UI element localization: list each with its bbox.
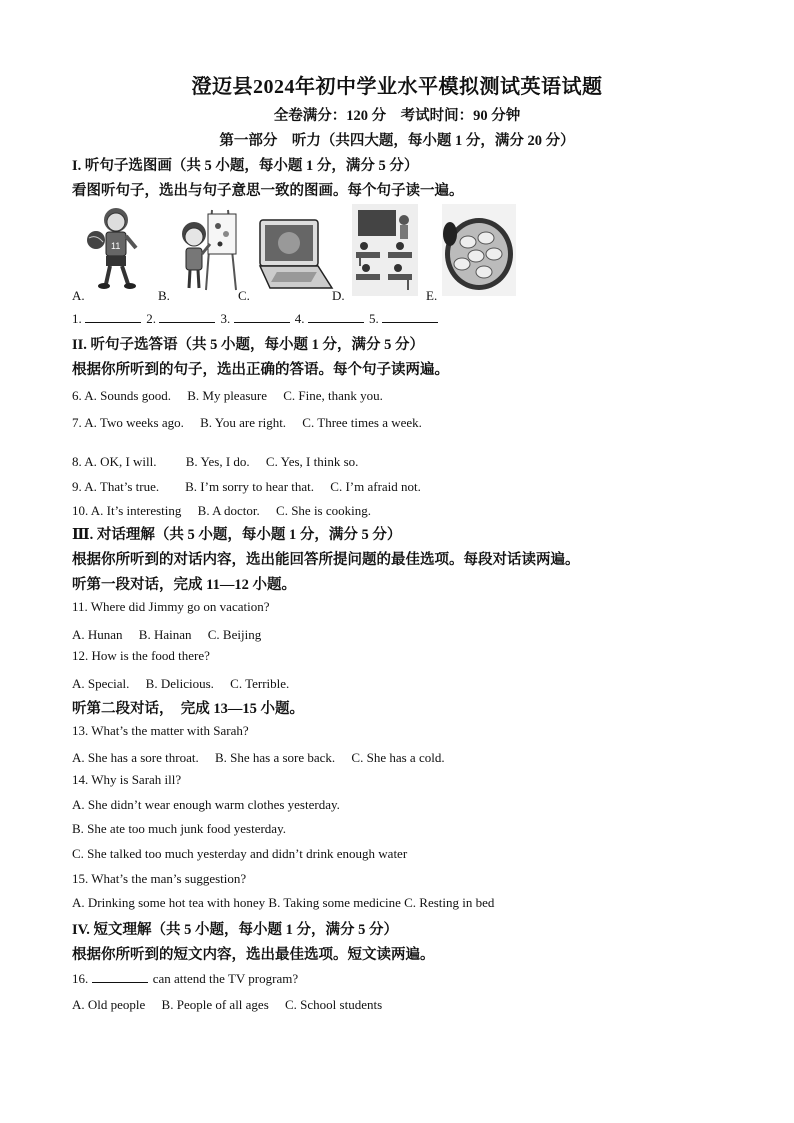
- question-15-options: A. Drinking some hot tea with honey B. Taking some medicine C. Resting in bed: [72, 895, 495, 910]
- picture-label-e: E.: [426, 288, 438, 303]
- question-14: 14. Why is Sarah ill?: [72, 772, 182, 787]
- answer-blank-1[interactable]: [85, 310, 141, 323]
- question-16: [72, 970, 298, 987]
- exam-subtitle: 全卷满分：120 分 考试时间：90 分钟: [273, 108, 521, 124]
- question-14-option-a: A. She didn’t wear enough warm clothes yesterday.: [72, 797, 340, 812]
- answer-blank-2[interactable]: [159, 310, 215, 323]
- blank-label-4: 4.: [294, 311, 305, 326]
- blank-label-1: 1.: [72, 311, 82, 326]
- question-16-text: can attend the TV program?: [152, 971, 299, 986]
- question-6: 6. A. Sounds good. B. My pleasure C. Fine, thank you.: [72, 388, 383, 403]
- picture-label-b: B.: [158, 288, 170, 303]
- section-1-instruction: 看图听句子，选出与句子意思一致的图画。每个句子读一遍。: [72, 183, 464, 199]
- basketball-boy-icon: [84, 204, 146, 290]
- blank-label-5: 5.: [369, 311, 379, 326]
- question-14-option-b: B. She ate too much junk food yesterday.: [72, 821, 286, 836]
- svg-text:11: 11: [111, 241, 121, 251]
- section-3-instruction: 根据你所听到的对话内容，选出能回答所提问题的最佳选项。每段对话读两遍。: [72, 552, 580, 568]
- section-3-heading: Ⅲ. 对话理解（共 5 小题，每小题 1 分，满分 5 分）: [72, 527, 402, 543]
- question-16-number: 16.: [72, 971, 89, 986]
- question-12: 12. How is the food there?: [72, 648, 210, 663]
- picture-options: [72, 204, 532, 304]
- laptop-icon: [256, 218, 334, 296]
- section-2-heading: II. 听句子选答语（共 5 小题，每小题 1 分，满分 5 分）: [72, 337, 425, 353]
- answer-blank-5[interactable]: [382, 310, 438, 323]
- question-14-option-c: C. She talked too much yesterday and didn’t drink enough water: [72, 846, 408, 861]
- part-one-heading: 第一部分 听力（共四大题，每小题 1 分，满分 20 分）: [219, 133, 575, 149]
- question-15: 15. What’s the man’s suggestion?: [72, 871, 247, 886]
- question-10: 10. A. It’s interesting B. A doctor. C. She is cooking.: [72, 503, 371, 518]
- answer-blank-3[interactable]: [234, 310, 290, 323]
- page-title: 澄迈县2024年初中学业水平模拟测试英语试题: [191, 76, 603, 98]
- blank-label-3: 3.: [220, 311, 231, 326]
- section-1-heading: I. 听句子选图画（共 5 小题，每小题 1 分，满分 5 分）: [72, 158, 419, 174]
- question-12-options: A. Special. B. Delicious. C. Terrible.: [72, 676, 290, 691]
- dialog-2-instruction: 听第二段对话， 完成 13—15 小题。: [72, 701, 304, 717]
- question-16-options: A. Old people B. People of all ages C. School students: [72, 997, 383, 1012]
- question-16-blank[interactable]: [92, 970, 148, 983]
- question-9: 9. A. That’s true. B. I’m sorry to hear that. C. I’m afraid not.: [72, 479, 421, 494]
- answer-blank-4[interactable]: [308, 310, 364, 323]
- answer-blanks: [72, 310, 440, 327]
- question-13: 13. What’s the matter with Sarah?: [72, 723, 249, 738]
- picture-label-c: C.: [238, 288, 250, 303]
- picture-label-a: A.: [72, 288, 85, 303]
- picture-label-d: D.: [332, 288, 345, 303]
- classroom-icon: [352, 204, 418, 296]
- question-13-options: A. She has a sore throat. B. She has a sore back. C. She has a cold.: [72, 750, 445, 765]
- blank-label-2: 2.: [146, 311, 156, 326]
- section-4-instruction: 根据你所听到的短文内容，选出最佳选项。短文读两遍。: [72, 947, 435, 963]
- dialog-1-instruction: 听第一段对话，完成 11—12 小题。: [72, 577, 296, 593]
- question-11-options: A. Hunan B. Hainan C. Beijing: [72, 627, 262, 642]
- question-11: 11. Where did Jimmy go on vacation?: [72, 599, 270, 614]
- dumplings-icon: [442, 204, 516, 296]
- question-8: 8. A. OK, I will. B. Yes, I do. C. Yes, I think so.: [72, 454, 359, 469]
- girl-painting-icon: [176, 204, 240, 294]
- question-7: 7. A. Two weeks ago. B. You are right. C. Three times a week.: [72, 415, 422, 430]
- section-2-instruction: 根据你所听到的句子，选出正确的答语。每个句子读两遍。: [72, 362, 449, 378]
- section-4-heading: IV. 短文理解（共 5 小题，每小题 1 分，满分 5 分）: [72, 922, 398, 938]
